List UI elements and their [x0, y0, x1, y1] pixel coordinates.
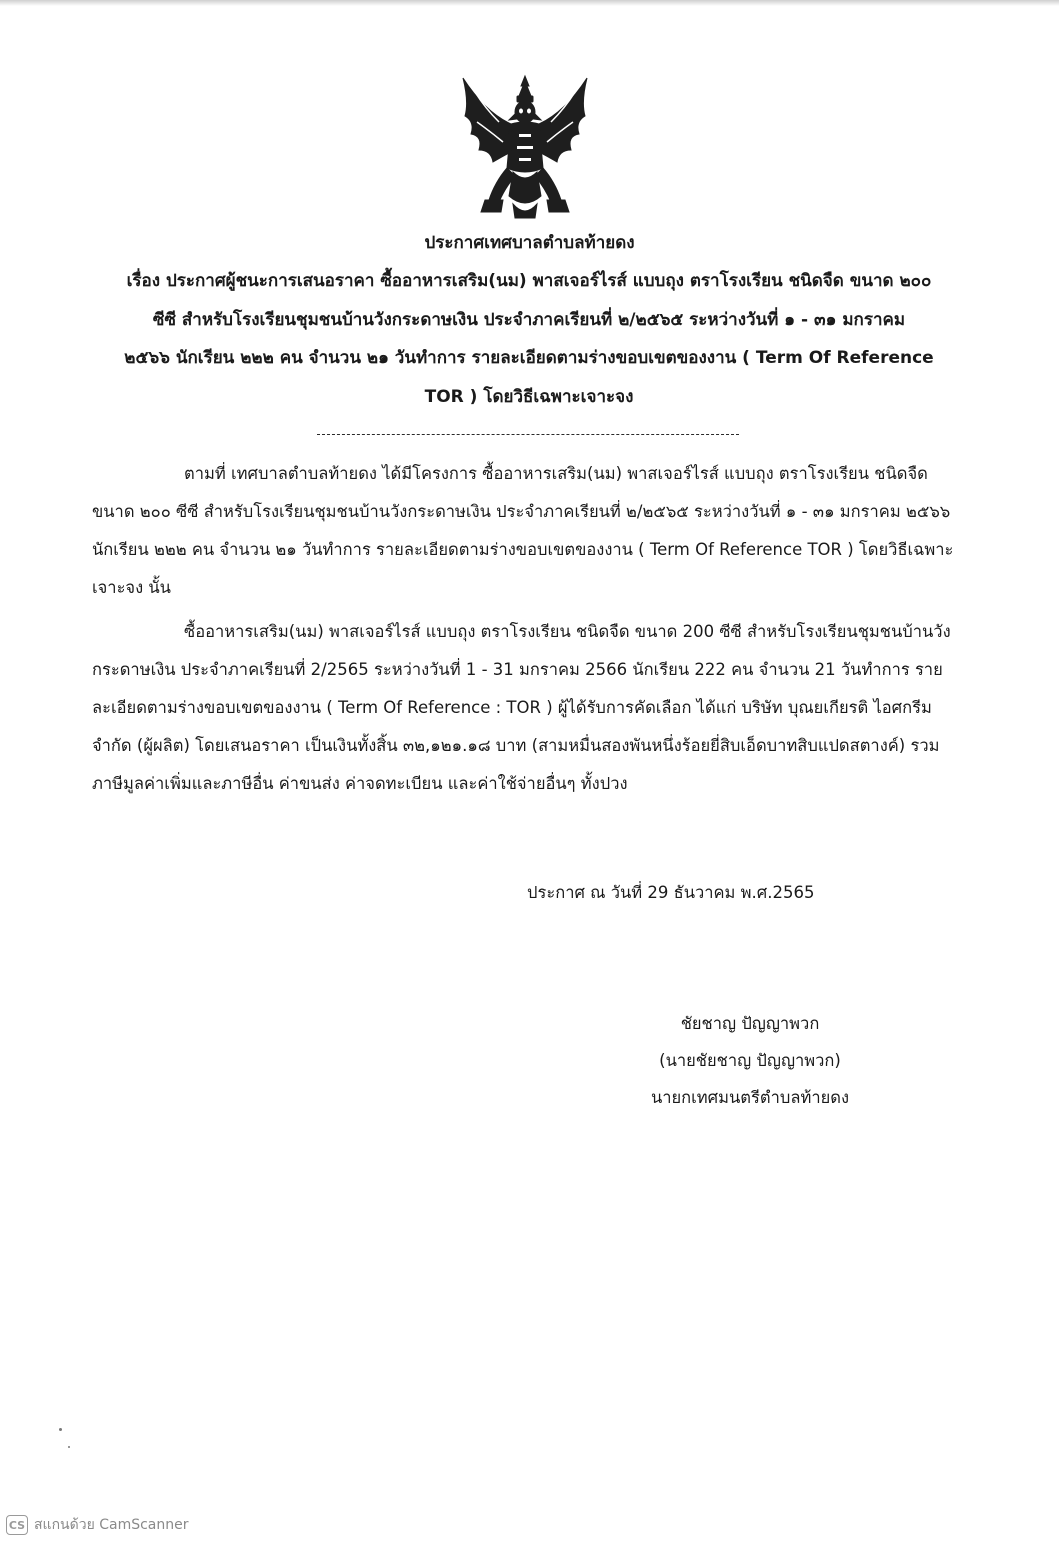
scan-speck	[59, 1428, 62, 1431]
signatory-position: นายกเทศมนตรีตำบลท้ายดง	[650, 1088, 850, 1107]
subject-line: ๒๕๖๖ นักเรียน ๒๒๒ คน จำนวน ๒๑ วันทำการ รายละเอียดตามร่างขอบเขตของงาน ( Term Of Reference	[124, 348, 934, 368]
announcement-title: ประกาศเทศบาลตำบลท้ายดง	[424, 233, 635, 253]
announcement-subject	[84, 262, 974, 416]
garuda-emblem-icon	[455, 72, 595, 222]
body-paragraph-2: ซื้ออาหารเสริม(นม) พาสเจอร์ไรส์ แบบถุง ตราโรงเรียน ชนิดจืด ขนาด 200 ซีซี สำหรับโรงเรียนชุมชนบ้านวังกระดาษเงิน ประจำภาคเรียนที่ 2/2565 ระหว่างวันที่ 1 - 31 มกราคม 2566 นักเรียน 222 คน จำนวน 21 วันทำการ รายละเอียดตามร่างขอบเขตของงาน ( Term Of Reference : TOR ) ผู้ได้รับการคัดเลือก ได้แก่ บริษัท บุณยเกียรติ ไอศกรีม จำกัด (ผู้ผลิต) โดยเสนอราคา เป็นเงินทั้งสิ้น ๓๒,๑๒๑.๑๘ บาท (สามหมื่นสองพันหนึ่งร้อยยี่สิบเอ็ดบาทสิบแปดสตางค์) รวมภาษีมูลค่าเพิ่มและภาษีอื่น ค่าขนส่ง ค่าจดทะเบียน และค่าใช้จ่ายอื่นๆ ทั้งปวง	[92, 622, 951, 793]
subject-line: ซีซี สำหรับโรงเรียนชุมชนบ้านวังกระดาษเงิน ประจำภาคเรียนที่ ๒/๒๕๖๕ ระหว่างวันที่ ๑ - ๓๑ มกราคม	[152, 309, 906, 330]
subject-line: เรื่อง ประกาศผู้ชนะการเสนอราคา ซื้ออาหารเสริม(นม) พาสเจอร์ไรส์ แบบถุง ตราโรงเรียน ชนิดจืด ขนาด ๒๐๐	[126, 271, 932, 291]
signature-name: ชัยชาญ ปัญญาพวก	[680, 1014, 820, 1033]
announcement-date: ประกาศ ณ วันที่ 29 ธันวาคม พ.ศ.2565	[527, 883, 815, 902]
scanner-watermark	[6, 1513, 189, 1537]
signatory-full-name: (นายชัยชาญ ปัญญาพวก)	[659, 1051, 841, 1070]
camscanner-logo-icon: CS	[6, 1515, 28, 1535]
subject-line: TOR ) โดยวิธีเฉพาะเจาะจง	[424, 386, 634, 407]
scan-edge	[0, 0, 1059, 6]
dashed-separator	[317, 434, 739, 435]
announcement-body	[92, 455, 967, 803]
scanner-watermark-text: สแกนด้วย CamScanner	[34, 1517, 189, 1533]
body-paragraph-1: ตามที่ เทศบาลตำบลท้ายดง ได้มีโครงการ ซื้ออาหารเสริม(นม) พาสเจอร์ไรส์ แบบถุง ตราโรงเรียน ชนิดจืด ขนาด ๒๐๐ ซีซี สำหรับโรงเรียนชุมชนบ้านวังกระดาษเงิน ประจำภาคเรียนที่ ๒/๒๕๖๕ ระหว่างวันที่ ๑ - ๓๑ มกราคม ๒๕๖๖ นักเรียน ๒๒๒ คน จำนวน ๒๑ วันทำการ รายละเอียดตามร่างขอบเขตของงาน ( Term Of Reference TOR ) โดยวิธีเฉพาะเจาะจง นั้น	[92, 464, 954, 597]
signature-block	[600, 1005, 900, 1116]
scan-speck	[68, 1446, 70, 1448]
